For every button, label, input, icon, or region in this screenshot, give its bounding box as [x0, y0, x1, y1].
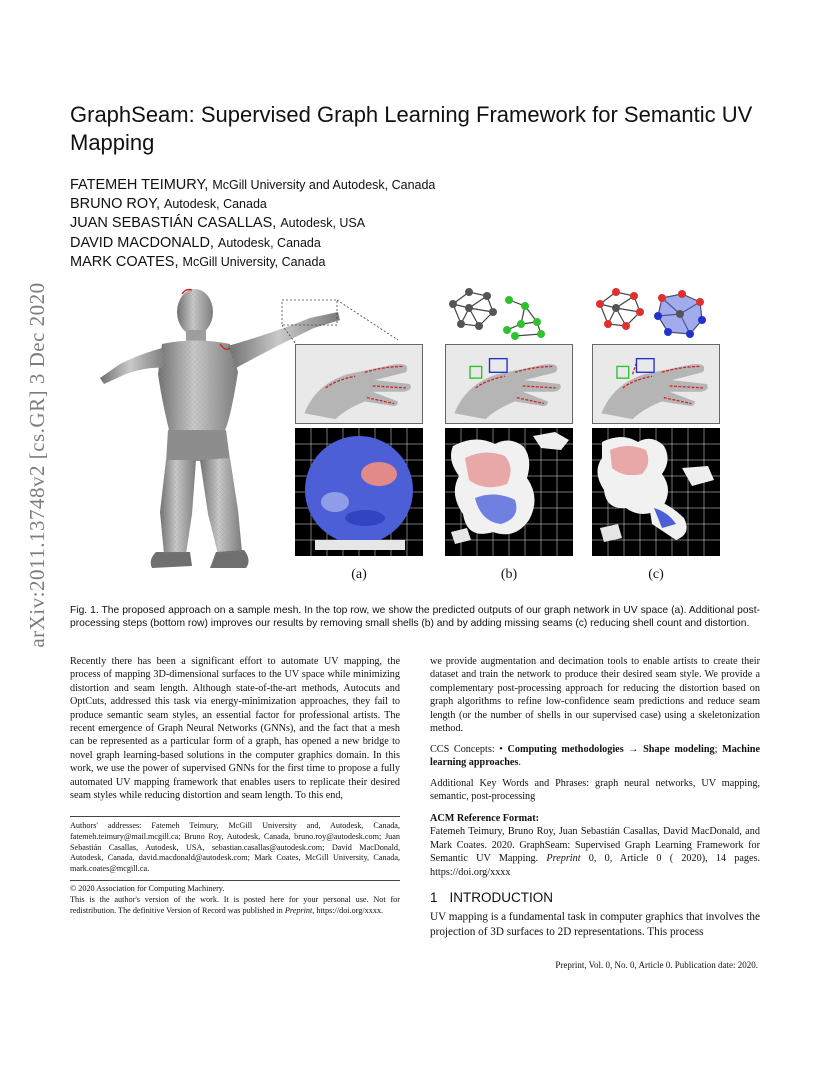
acm-reference-text — [430, 825, 760, 879]
uv-map-b — [445, 428, 573, 556]
uv-map-c — [592, 428, 720, 556]
copyright-text — [70, 895, 400, 917]
author-affiliation: Autodesk, Canada — [217, 235, 321, 250]
figure-label-a: (a) — [351, 567, 367, 582]
author-line — [70, 176, 670, 195]
ccs-item: Machine learning approaches — [430, 744, 760, 769]
introduction-text: UV mapping is a fundamental task in computer graphics that involves the projection of 3D surfaces to 2D representations. This process — [430, 911, 760, 938]
copyright-journal: Preprint — [284, 905, 313, 915]
copyright-tail: , https://doi.org/xxxx. — [312, 905, 384, 915]
acm-reference-heading: ACM Reference Format: — [430, 813, 539, 824]
acm-reference-journal: Preprint — [546, 853, 581, 865]
author-affiliation: Autodesk, Canada — [164, 197, 267, 212]
section-number: 1 — [430, 890, 438, 905]
acm-reference-tail: 0, 0, Article 0 ( 2020), 14 pages. https://doi.org/xxxx — [430, 853, 761, 878]
ccs-concepts — [430, 743, 760, 770]
author-name: JUAN SEBASTIÁN CASALLAS, — [70, 215, 277, 232]
author-name: DAVID MACDONALD, — [70, 234, 214, 251]
hand-zoom-a — [295, 344, 423, 424]
ccs-item: Computing methodologies → Shape modeling — [507, 744, 715, 755]
author-affiliation: McGill University, Canada — [182, 254, 326, 269]
graph-diagram-b — [445, 286, 563, 344]
acm-reference — [430, 812, 760, 879]
arxiv-stamp: arXiv:2011.13748v2 [cs.GR] 3 Dec 2020 — [25, 282, 49, 648]
abstract-right-column: we provide augmentation and decimation tools to enable artists to create their dataset and train the network to produce their desired seam style. We provide a complementary post-processing approach for reducing the distortion based on graph algorithms to refine low-confidence seam predictions and reduce seam length (or the number of shells in our supervised case) using a skeletonization method. — [430, 656, 760, 735]
ccs-prefix: CCS Concepts: • — [430, 744, 508, 755]
figure-label-b: (b) — [500, 567, 518, 582]
figure-1 — [100, 282, 750, 587]
section-title: INTRODUCTION — [449, 890, 554, 905]
hand-zoom-c — [592, 344, 720, 424]
paper-title: GraphSeam: Supervised Graph Learning Framework for Semantic UV Mapping — [70, 102, 753, 155]
section-heading-introduction — [430, 889, 760, 907]
author-line — [70, 253, 670, 272]
author-affiliation: Autodesk, USA — [280, 216, 366, 231]
ccs-separator: ; — [714, 744, 723, 755]
author-name: FATEMEH TEIMURY, — [70, 177, 209, 193]
abstract-left-column: Recently there has been a significant effort to automate UV mapping, the process of mapping 3D-dimensional surfaces to the UV space while minimizing distortion and seam length. Although state-of-the-art methods, Autocuts and OptCuts, addressed this task via energy-minimization approaches, they fail to produce semantic seam styles, an essential factor for professional artists. The recent emergence of Graph Neural Networks (GNNs), and the fact that a mesh can be represented as a particular form of a graph, has opened a new bridge to novel graph learning-based solutions in the computer graphics domain. In this work, we use the power of supervised GNNs for the first time to propose a fully automated UV mapping framework that enables users to replicate their desired seam styles while reducing distortion and seam length. To this end, — [70, 656, 400, 802]
author-line — [70, 214, 670, 233]
copyright-notice — [70, 884, 400, 916]
uv-map-a — [295, 428, 423, 556]
copyright-body: This is the author's version of the work. It is posted here for your personal use. Not for redistribution. The definitive Version of Record was published in — [70, 894, 400, 915]
divider — [70, 816, 400, 817]
author-list — [70, 176, 670, 272]
author-name: MARK COATES, — [70, 253, 179, 270]
keywords: Additional Key Words and Phrases: graph neural networks, UV mapping, semantic, post-processing — [430, 778, 760, 803]
graph-diagram-c — [592, 286, 710, 344]
figure-caption: Fig. 1. The proposed approach on a sample mesh. In the top row, we show the predicted outputs of our graph network in UV space (a). Additional post-processing steps (bottom row) improves our results by removing small shells (b) and by adding missing seams (c) reducing shell count and distortion. — [70, 605, 760, 629]
hand-zoom-b — [445, 344, 573, 424]
page-footer: Preprint, Vol. 0, No. 0, Article 0. Publication date: 2020. — [555, 960, 758, 970]
zoom-callout-lines — [280, 282, 400, 352]
author-line — [70, 195, 670, 214]
divider — [70, 880, 400, 881]
acm-reference-body: Fatemeh Teimury, Bruno Roy, Juan Sebastián Casallas, David MacDonald, and Mark Coates. 2020. GraphSeam: Supervised Graph Learning Framework for Semantic UV Mapping. — [430, 826, 760, 865]
author-name: BRUNO ROY, — [70, 196, 160, 213]
author-affiliation: McGill University and Autodesk, Canada — [212, 178, 436, 192]
author-line — [70, 234, 670, 253]
author-addresses: Authors' addresses: Fatemeh Teimury, McGill University and, Autodesk, Canada, fatemeh.teimury@mail.mcgill.ca; Bruno Roy, Autodesk, Canada, bruno.roy@autodesk.com; Juan Sebastián Casallas, Autodesk, USA, sebastian.casallas@autodesk.com; David MacDonald, Autodesk, Canada, david.macdonald@autodesk.com; Mark Coates, McGill University, Canada, mark.coates@mcgill.ca. — [70, 821, 400, 874]
ccs-suffix: . — [518, 757, 521, 769]
copyright-line: © 2020 Association for Computing Machinery. — [70, 884, 225, 893]
figure-label-c: (c) — [648, 567, 664, 582]
